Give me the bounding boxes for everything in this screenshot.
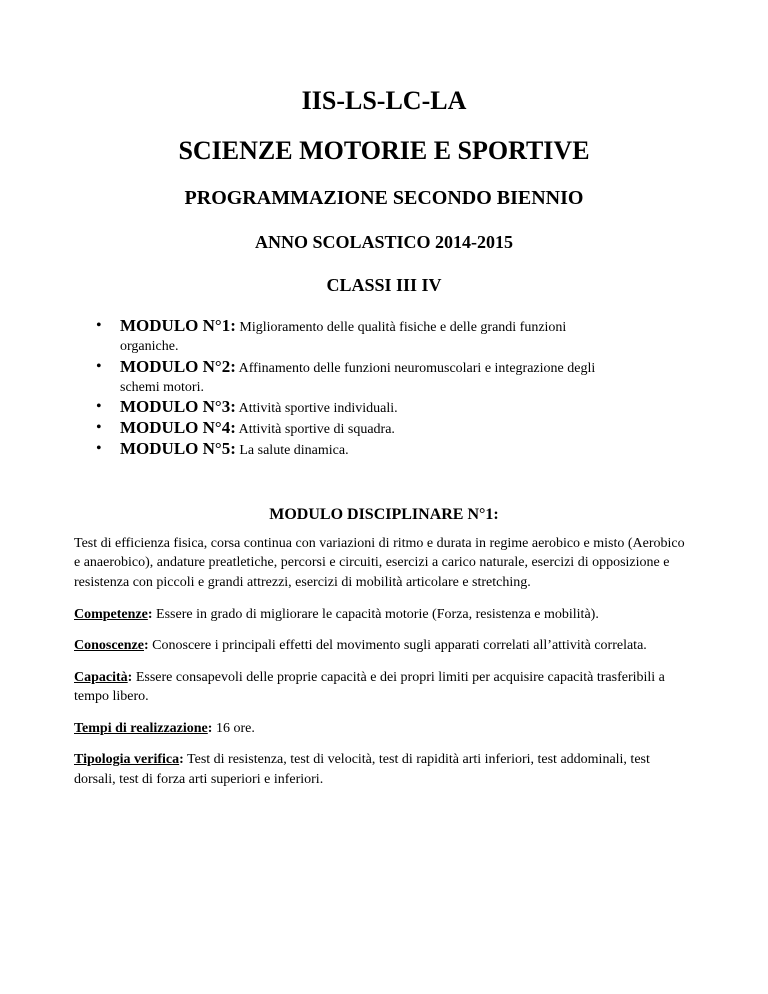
module-item-2 [94, 357, 694, 397]
module-title: MODULO N°3: [120, 397, 236, 417]
section-title: MODULO DISCIPLINARE N°1: [269, 505, 499, 523]
module-description: Attività sportive individuali. [235, 401, 398, 417]
module-description-continued: schemi motori. [120, 379, 204, 395]
capacita-label: Capacità [74, 669, 128, 685]
label-colon: : [144, 638, 149, 654]
module-description: Attività sportive di squadra. [235, 422, 395, 438]
subject-title: SCIENZE MOTORIE E SPORTIVE [178, 135, 590, 165]
module-description: Affinamento delle funzioni neuromuscolari e integrazione degli [235, 360, 596, 376]
capacita-paragraph [74, 668, 694, 707]
module-item-1 [94, 316, 694, 356]
module-item-3 [94, 397, 694, 418]
competenze-text: Essere in grado di migliorare le capacità motorie (Forza, resistenza e mobilità). [152, 606, 599, 622]
bullet-icon: • [96, 419, 102, 437]
tempi-paragraph [74, 719, 694, 739]
tempi-label: Tempi di realizzazione [74, 720, 208, 736]
section-intro: Test di efficienza fisica, corsa continua con variazioni di ritmo e durata in regime aerobico e misto (Aerobico e anaerobico), andature preatletiche, percorsi e circuiti, esercizi a carico naturale, esercizi di opposizione e resistenza con piccoli e grandi attrezzi, esercizi di mobilità articolare e stretching. [74, 535, 685, 590]
competenze-label: Competenze [74, 606, 148, 622]
module-item-4 [94, 418, 694, 439]
competenze-paragraph [74, 605, 694, 625]
label-colon: : [147, 606, 153, 622]
module-description: Miglioramento delle qualità fisiche e delle grandi funzioni [235, 320, 567, 336]
module-title: MODULO N°5: [120, 438, 236, 458]
tipologia-text: Test di resistenza, test di velocità, test di rapidità arti inferiori, test addominali, test dorsali, test di forza arti superiori e inferiori. [74, 752, 650, 788]
tempi-text: 16 ore. [212, 720, 255, 736]
bullet-icon: • [96, 398, 102, 416]
module-title: MODULO N°2: [120, 356, 236, 376]
conoscenze-label: Conoscenze [74, 638, 144, 654]
module-description: La salute dinamica. [235, 442, 349, 458]
school-title: IIS-LS-LC-LA [301, 86, 467, 115]
bullet-icon: • [96, 439, 102, 457]
conoscenze-text: Conoscere i principali effetti del movimento sugli apparati correlati all’attività correlata. [148, 638, 647, 654]
program-title: PROGRAMMAZIONE SECONDO BIENNIO [184, 186, 584, 209]
label-colon: : [127, 669, 133, 685]
module-title: MODULO N°4: [120, 418, 236, 438]
capacita-text: Essere consapevoli delle proprie capacità e dei propri limiti per acquisire capacità trasferibili a tempo libero. [74, 669, 665, 705]
bullet-icon: • [96, 317, 102, 335]
tipologia-label: Tipologia verifica [74, 752, 180, 768]
module-item-5 [94, 439, 694, 460]
conoscenze-paragraph [74, 636, 694, 656]
module-title: MODULO N°1: [120, 316, 236, 336]
school-year: ANNO SCOLASTICO 2014-2015 [254, 231, 514, 252]
tipologia-paragraph [74, 750, 694, 789]
classes-title: CLASSI III IV [326, 275, 442, 296]
label-colon: : [179, 752, 184, 768]
label-colon: : [207, 720, 213, 736]
module-list [74, 316, 694, 460]
module-description-continued: organiche. [120, 338, 179, 354]
bullet-icon: • [96, 357, 102, 375]
